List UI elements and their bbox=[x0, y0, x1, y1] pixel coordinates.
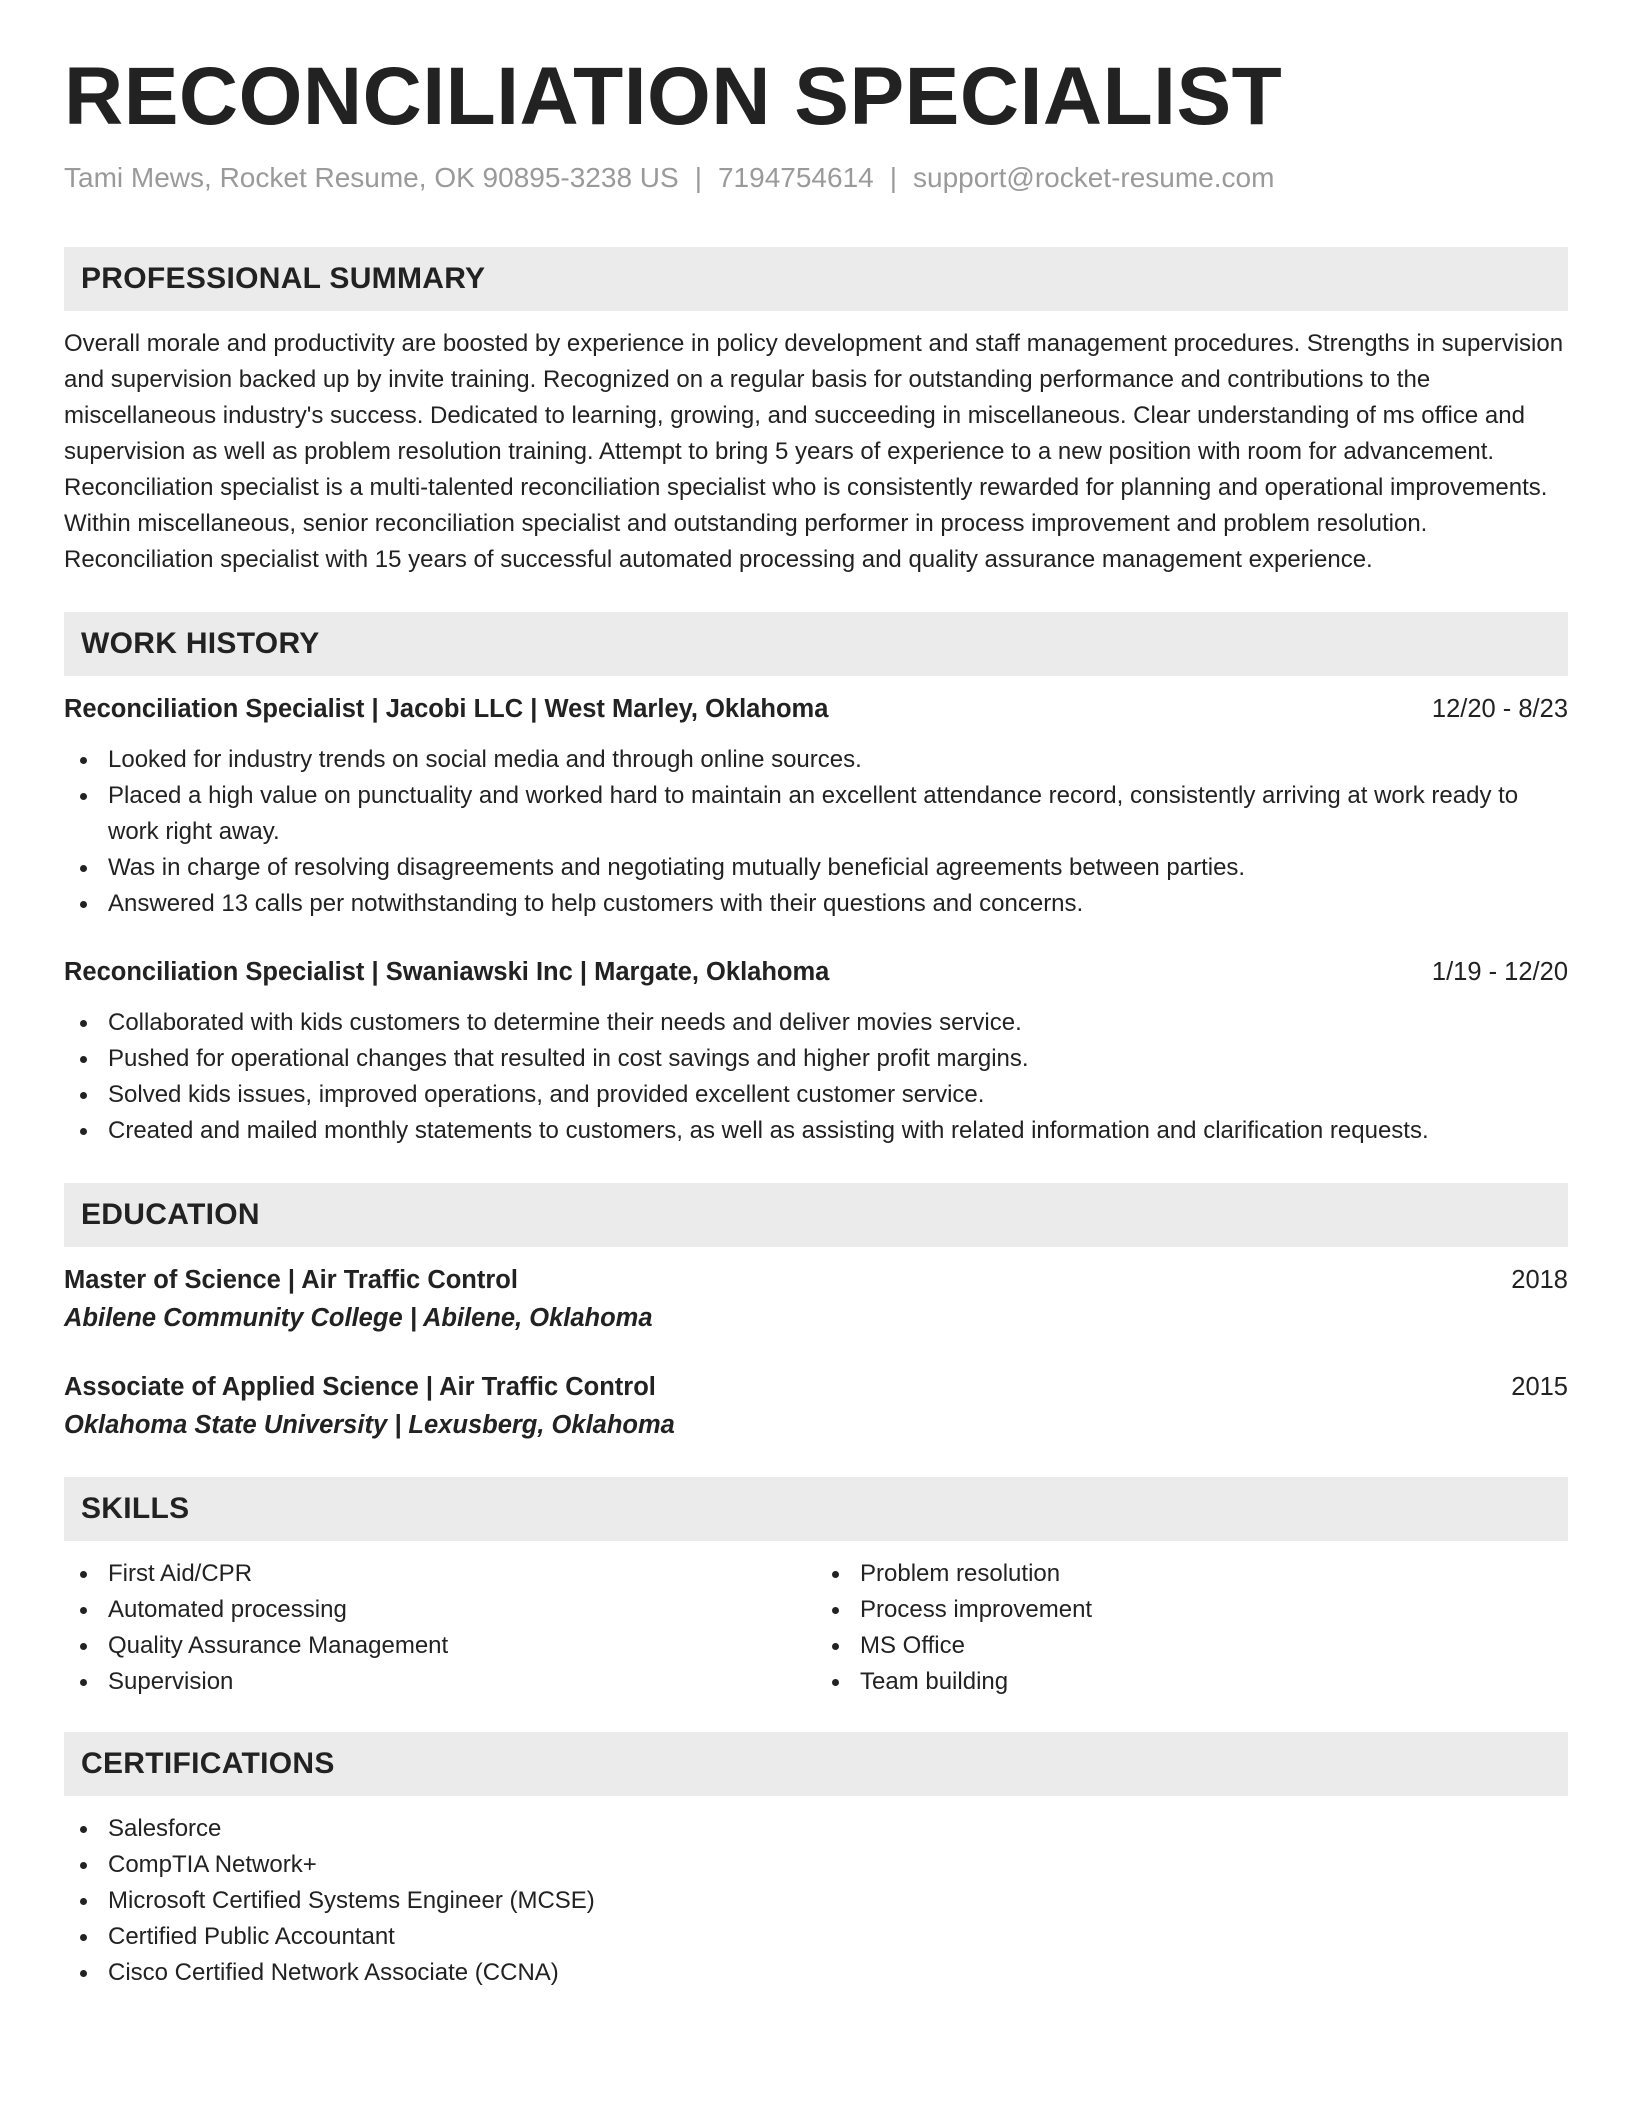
education-year: 2018 bbox=[1511, 1265, 1568, 1294]
section-header-work-history: WORK HISTORY bbox=[64, 612, 1568, 676]
contact-line bbox=[64, 160, 1568, 196]
list-item: Microsoft Certified Systems Engineer (MCSE) bbox=[64, 1883, 1568, 1919]
job-dates: 12/20 - 8/23 bbox=[1431, 694, 1568, 723]
job-dates: 1/19 - 12/20 bbox=[1431, 957, 1568, 986]
list-item: Supervision bbox=[64, 1664, 816, 1700]
job-entry bbox=[64, 691, 1568, 922]
list-item: Team building bbox=[816, 1664, 1568, 1700]
education-header bbox=[64, 1262, 1568, 1298]
contact-address: Tami Mews, Rocket Resume, OK 90895-3238 US bbox=[64, 162, 679, 194]
list-item: Pushed for operational changes that resulted in cost savings and higher profit margins. bbox=[64, 1041, 1568, 1077]
list-item: Placed a high value on punctuality and worked hard to maintain an excellent attendance record, consistently arriving at work ready to work right away. bbox=[64, 778, 1568, 850]
list-item: Solved kids issues, improved operations, and provided excellent customer service. bbox=[64, 1077, 1568, 1113]
list-item: Process improvement bbox=[816, 1592, 1568, 1628]
education-header bbox=[64, 1369, 1568, 1405]
job-bullets bbox=[64, 742, 1568, 922]
certifications-list bbox=[64, 1811, 1568, 1991]
education-entry bbox=[64, 1262, 1568, 1336]
section-header-education: EDUCATION bbox=[64, 1183, 1568, 1247]
section-header-summary: PROFESSIONAL SUMMARY bbox=[64, 247, 1568, 311]
list-item: Salesforce bbox=[64, 1811, 1568, 1847]
list-item: Cisco Certified Network Associate (CCNA) bbox=[64, 1955, 1568, 1991]
resume-title: RECONCILIATION SPECIALIST bbox=[64, 51, 1283, 142]
skills-column-right bbox=[816, 1556, 1568, 1700]
job-entry bbox=[64, 954, 1568, 1149]
list-item: Automated processing bbox=[64, 1592, 816, 1628]
job-title: Reconciliation Specialist | Swaniawski Inc | Margate, Oklahoma bbox=[64, 957, 830, 986]
education-degree: Associate of Applied Science | Air Traffic Control bbox=[64, 1372, 656, 1401]
contact-email: support@rocket-resume.com bbox=[913, 162, 1275, 194]
list-item: Collaborated with kids customers to determine their needs and deliver movies service. bbox=[64, 1005, 1568, 1041]
list-item: Created and mailed monthly statements to customers, as well as assisting with related information and clarification requests. bbox=[64, 1113, 1568, 1149]
education-school: Abilene Community College | Abilene, Oklahoma bbox=[64, 1303, 653, 1332]
list-item: Looked for industry trends on social media and through online sources. bbox=[64, 742, 1568, 778]
skills-list bbox=[64, 1556, 1568, 1700]
job-header bbox=[64, 691, 1568, 727]
list-item: CompTIA Network+ bbox=[64, 1847, 1568, 1883]
education-entry bbox=[64, 1369, 1568, 1443]
education-degree: Master of Science | Air Traffic Control bbox=[64, 1265, 518, 1294]
skills-column-left bbox=[64, 1556, 816, 1700]
section-header-certifications: CERTIFICATIONS bbox=[64, 1732, 1568, 1796]
education-year: 2015 bbox=[1511, 1372, 1568, 1401]
job-bullets bbox=[64, 1005, 1568, 1149]
section-header-skills: SKILLS bbox=[64, 1477, 1568, 1541]
contact-phone: 7194754614 bbox=[717, 162, 874, 194]
list-item: Quality Assurance Management bbox=[64, 1628, 816, 1664]
list-item: MS Office bbox=[816, 1628, 1568, 1664]
contact-separator: | bbox=[889, 162, 897, 194]
summary-text: Overall morale and productivity are boosted by experience in policy development and staff management procedures. Strengths in supervision and supervision backed up by invite training. Recognized on a regular basis for outstanding performance and contributions to the miscellaneous industry's success. Dedicated to learning, growing, and succeeding in miscellaneous. Clear understanding of ms office and supervision as well as problem resolution training. Attempt to bring 5 years of experience to a new position with room for advancement. Reconciliation specialist is a multi-talented reconciliation specialist who is consistently rewarded for planning and operational improvements. Within miscellaneous, senior reconciliation specialist and outstanding performer in process improvement and problem resolution. Reconciliation specialist with 15 years of successful automated processing and quality assurance management experience. bbox=[64, 329, 1564, 573]
education-school: Oklahoma State University | Lexusberg, Oklahoma bbox=[64, 1410, 675, 1439]
job-title: Reconciliation Specialist | Jacobi LLC | West Marley, Oklahoma bbox=[64, 694, 829, 723]
list-item: Certified Public Accountant bbox=[64, 1919, 1568, 1955]
list-item: Was in charge of resolving disagreements and negotiating mutually beneficial agreements between parties. bbox=[64, 850, 1568, 886]
list-item: Problem resolution bbox=[816, 1556, 1568, 1592]
job-header bbox=[64, 954, 1568, 990]
list-item: Answered 13 calls per notwithstanding to help customers with their questions and concerns. bbox=[64, 886, 1568, 922]
contact-separator: | bbox=[694, 162, 702, 194]
list-item: First Aid/CPR bbox=[64, 1556, 816, 1592]
